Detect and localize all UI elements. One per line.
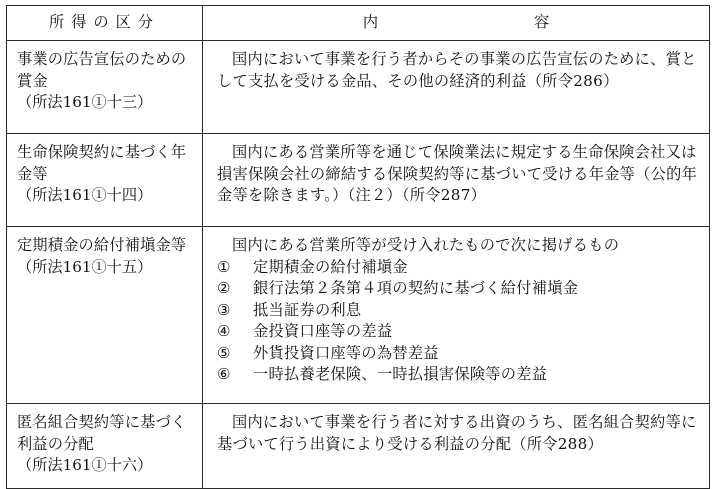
table-row [7,404,710,489]
content-text: 国内にある営業所等を通じて保険業法に規定する生命保険会社又は損害保険会社の締結する保険契約等に基づいて受ける年金等（公的年金等を除きます。）（注２）（所令287） [217,143,698,204]
content-cell [203,134,710,227]
content-text: 国内にある営業所等が受け入れたもので次に掲げるもの [232,236,620,254]
content-cell [203,404,710,489]
list-item [217,321,701,343]
table-row [7,41,710,134]
category-reference: （所法161①十四） [17,186,153,204]
category-name: 事業の広告宣伝のための賞金 [17,50,187,90]
item-marker: ④ [217,322,231,340]
category-name: 定期積金の給付補塡金等 [17,236,187,254]
header-content-left: 内 [362,13,378,32]
category-reference: （所法161①十五） [17,257,153,276]
category-reference: （所法161①十三） [17,93,153,111]
item-text: 定期積金の給付補塡金 [253,257,408,276]
header-content-right: 容 [534,13,550,32]
category-name: 匿名組合契約等に基づく利益の分配 [17,413,187,453]
category-reference: （所法161①十六） [17,456,153,474]
content-text: 国内において事業を行う者からその事業の広告宣伝のために、賞として支払を受ける金品、その他の経済的利益（所令286） [217,50,697,90]
category-name: 生命保険契約に基づく年金等 [17,143,187,183]
item-list [217,257,701,386]
income-classification-table [6,5,710,489]
category-cell [7,134,203,227]
item-marker: ② [217,279,231,297]
table-row [7,227,710,404]
list-item [217,257,701,279]
item-text: 銀行法第２条第４項の契約に基づく給付補塡金 [253,279,579,297]
list-item [217,343,701,365]
item-marker: ⑤ [217,343,231,362]
item-text: 抵当証券の利息 [253,300,362,319]
content-cell [203,41,710,134]
list-item [217,278,701,300]
item-text: 一時払養老保険、一時払損害保険等の差益 [253,365,548,383]
content-text: 国内において事業を行う者に対する出資のうち、匿名組合契約等に基づいて行う出資により受ける利益の分配（所令288） [217,413,697,453]
item-text: 外貨投資口座等の為替差益 [253,343,439,362]
header-category: 所得の区分 [7,6,203,41]
table-header-row [7,6,710,41]
item-marker: ⑥ [217,365,231,383]
category-cell [7,41,203,134]
list-item [217,300,701,322]
content-cell [203,227,710,404]
item-marker: ③ [217,300,231,319]
header-content [203,6,710,41]
category-cell [7,404,203,489]
item-marker: ① [217,257,231,276]
item-text: 金投資口座等の差益 [253,322,393,340]
table-row [7,134,710,227]
category-cell [7,227,203,404]
list-item [217,364,701,386]
